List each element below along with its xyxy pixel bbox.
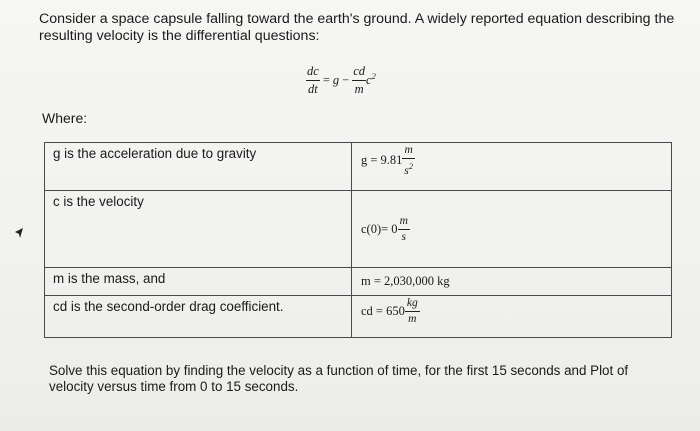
parameters-table (44, 142, 672, 338)
drag-unit (405, 297, 420, 326)
drag-unit-den: m (408, 313, 417, 325)
drag-coefficient-fraction (352, 64, 366, 97)
intro-line-2: resulting velocity is the differential questions: (39, 28, 320, 44)
drag-unit-num: kg (405, 297, 420, 312)
velocity-unit (398, 215, 410, 244)
instructions-line-1: Solve this equation by finding the velocity as a function of time, for the first 15 seconds and Plot of (49, 363, 629, 378)
derivative-denominator: dt (308, 81, 318, 96)
gravity-unit-den: $s^2$ (404, 161, 413, 177)
problem-intro (39, 11, 679, 45)
row-label-velocity: c is the velocity (45, 191, 352, 268)
mouse-pointer-icon (14, 227, 24, 239)
problem-instructions (49, 363, 659, 394)
gravity-symbol: g (332, 72, 340, 87)
row-label-drag: cd is the second-order drag coefficient. (45, 296, 352, 338)
initial-velocity-value: c(0)= 0 (361, 221, 398, 236)
table-row (45, 191, 672, 268)
drag-denominator: m (354, 81, 364, 96)
velocity-unit-den: s (401, 230, 406, 243)
instructions-line-2: velocity versus time from 0 to 15 seconds. (49, 378, 299, 394)
intro-line-1: Consider a space capsule falling toward the earth's ground. A widely reported equation describing the (39, 11, 675, 27)
gravity-unit-num: m (402, 144, 414, 159)
velocity-power: 2 (371, 71, 376, 82)
table-row (45, 268, 672, 296)
gravity-unit (402, 144, 414, 178)
gravity-value: g = 9.81 (361, 153, 403, 168)
drag-numerator: cd (352, 64, 366, 81)
row-value-gravity (352, 143, 672, 191)
row-value-drag (352, 296, 672, 338)
row-label-mass: m is the mass, and (45, 268, 352, 296)
minus-sign: − (342, 72, 350, 87)
equals-sign: = (322, 72, 330, 87)
where-label: Where: (42, 110, 88, 126)
velocity-unit-num: m (398, 215, 410, 230)
row-value-velocity (352, 191, 672, 268)
differential-equation (306, 58, 376, 102)
derivative-numerator: dc (306, 64, 320, 81)
table-row (45, 143, 672, 191)
velocity-symbol (366, 71, 376, 88)
row-label-gravity: g is the acceleration due to gravity (45, 143, 352, 191)
drag-value: cd = 650 (361, 304, 405, 318)
table-row (45, 296, 672, 338)
velocity-var: c (366, 73, 372, 88)
row-value-mass: m = 2,030,000 kg (352, 268, 672, 296)
derivative-fraction (306, 64, 320, 97)
